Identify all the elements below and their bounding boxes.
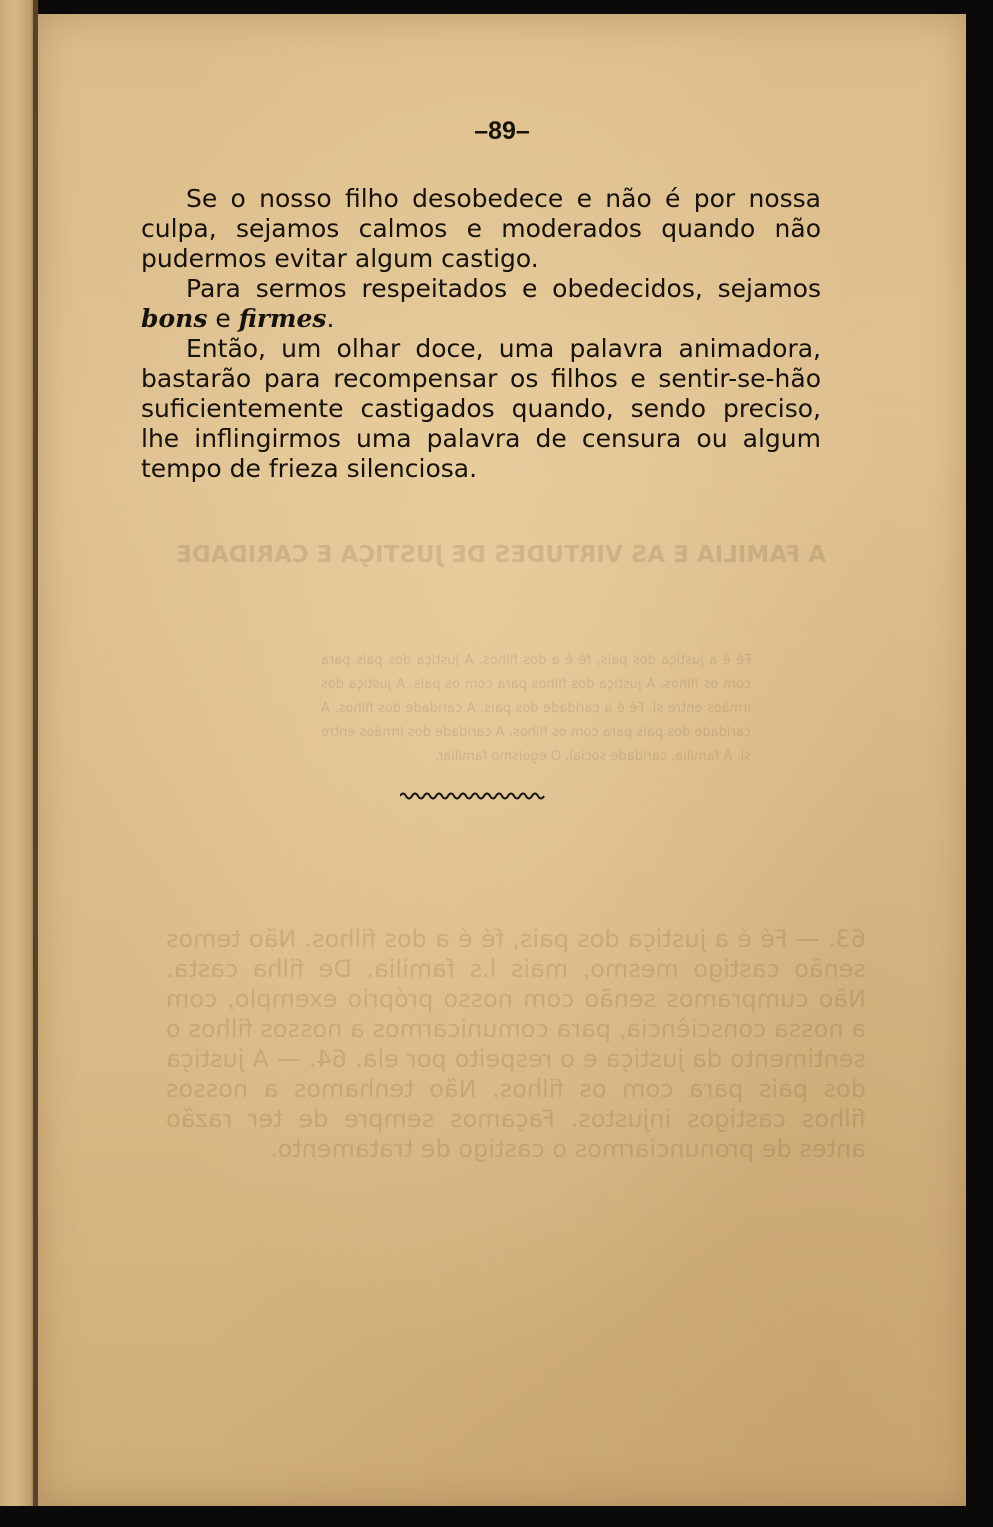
book-page — [38, 14, 966, 1506]
emphasis-word-bons: bons — [141, 304, 208, 333]
respect-conjunction: e — [215, 304, 231, 333]
wavy-divider-ornament — [400, 790, 545, 802]
respect-text-end: . — [326, 304, 335, 333]
respect-text-start: Para sermos respeitados e obedecidos, sejamos — [186, 274, 821, 303]
paragraph-respect — [141, 274, 821, 334]
bleed-heading: A FAMILIA E AS VIRTUDES DE JUSTIÇA E CARIDADE — [176, 542, 826, 568]
bleed-summary-block: Fé é a justiça dos pais, fé é a dos filhos. A justiça dos pais para com os filhos. A justiça dos filhos para com os pais. A justiça dos irmãos entre si. Fé é a caridade dos pais. A caridade dos filhos. A caridade dos pais para com os filhos. A caridade dos irmãos entre si. A família, caridade social. O egoísmo familiar. — [321, 653, 751, 764]
paragraph-reward: Então, um olhar doce, uma palavra animadora, bastarão para recompensar os filhos e sentir-se-hão suficientemente castigados quando, sendo preciso, lhe inflingirmos uma palavra de censura ou algum tempo de frieza silenciosa. — [141, 334, 821, 483]
page-number: –89– — [474, 117, 530, 145]
body-text — [141, 184, 821, 484]
paragraph-disobedience: Se o nosso filho desobedece e não é por nossa culpa, sejamos calmos e moderados quando não pudermos evitar algum castigo. — [141, 184, 821, 273]
bleed-lower-text: 63. — Fé é a justiça dos pais, fé é a dos filhos. Não temos senão castigo mesmo, mais l.s familia. De filha casta. Não cumpramos senão com nosso próprio exemplo, com a nossa consciência, para comunicarmos a nossos filhos o sentimento da justiça e o respeito por ela. 64. — A justiça dos pais para com os filhos. Não tenhamos a nossos filhos castigos injustos. Façamos sempre de ter razão antes de pronunciarmos o castigo de tratamento. — [166, 925, 866, 1163]
emphasis-word-firmes: firmes — [238, 304, 327, 333]
facing-page-edge — [0, 0, 36, 1506]
